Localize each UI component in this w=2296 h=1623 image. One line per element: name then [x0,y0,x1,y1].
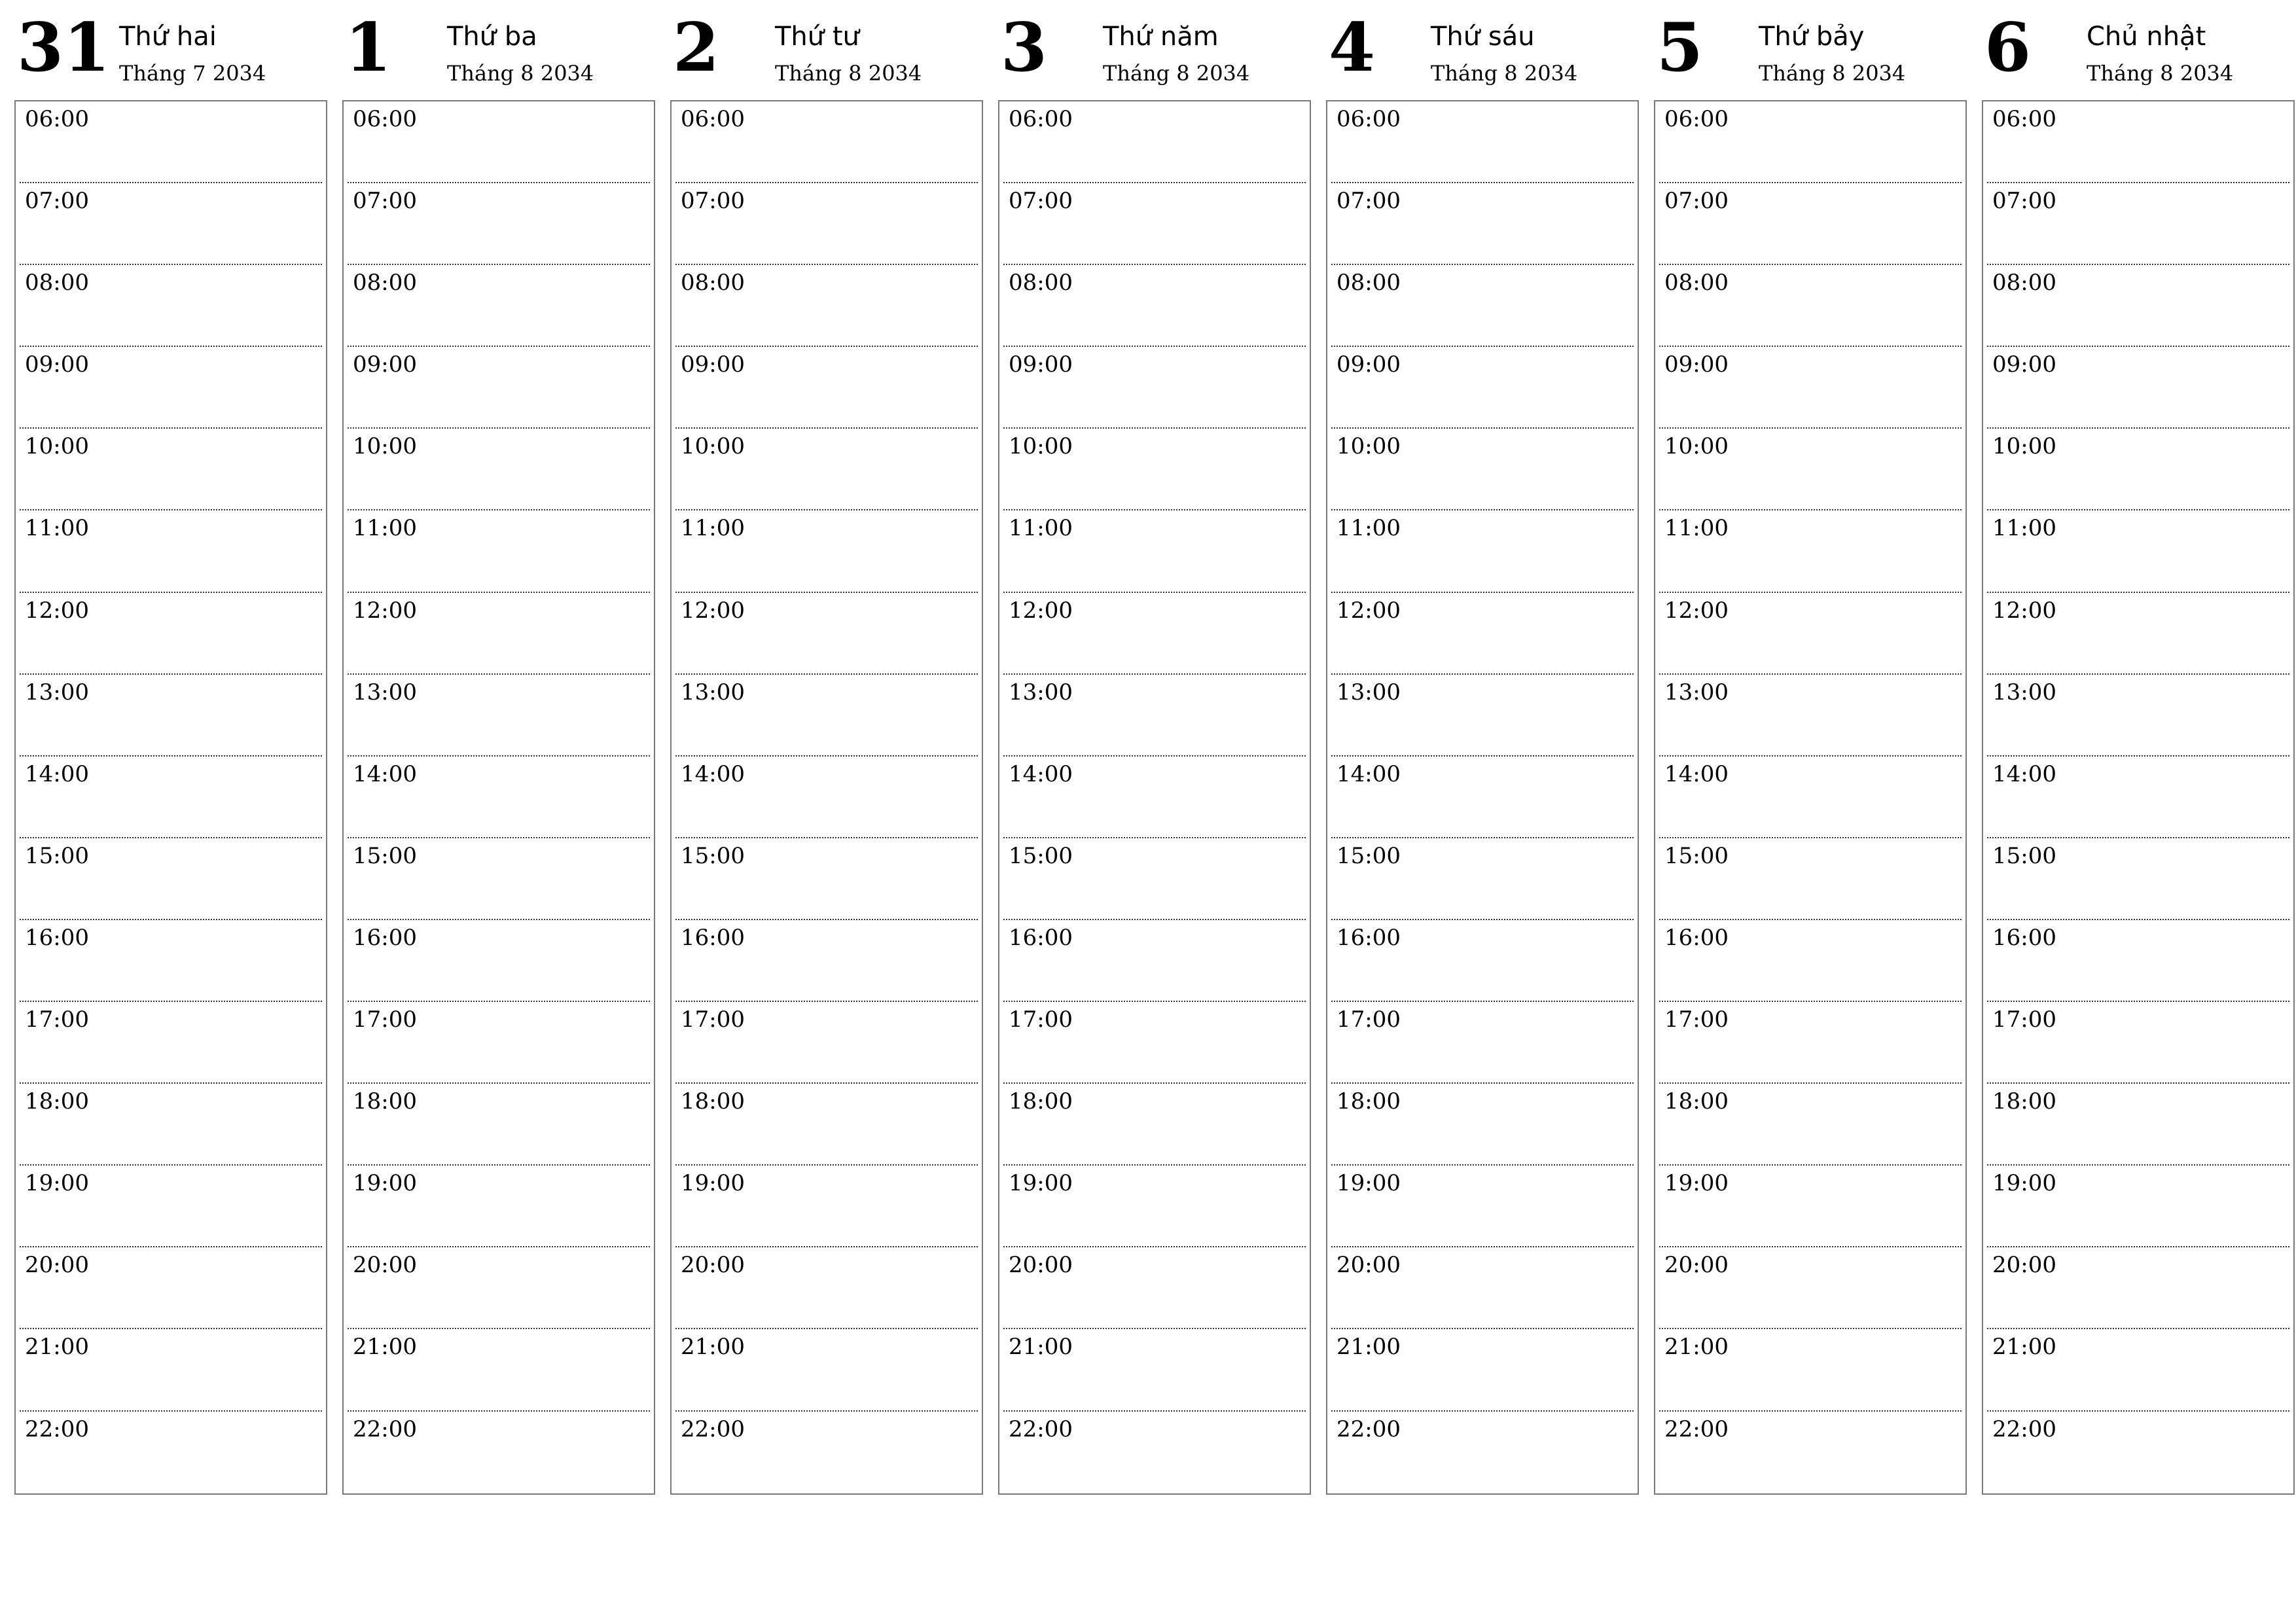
time-slot [1659,510,1962,592]
time-slot [20,1247,322,1329]
time-slot [1987,838,2289,920]
month-year: Tháng 8 2034 [1431,61,1578,86]
time-slot [1987,183,2289,265]
time-slot [1987,1412,2289,1493]
time-slot [675,429,978,510]
time-slot [1987,1002,2289,1084]
time-label: 08:00 [681,270,745,296]
time-label: 12:00 [1664,597,1729,624]
time-slot [1331,920,1634,1002]
time-label: 21:00 [25,1334,89,1361]
time-label: 15:00 [1664,842,1729,869]
weekday-name: Thứ sáu [1431,22,1535,52]
day-schedule-box [670,100,983,1495]
time-label: 16:00 [1336,924,1401,951]
time-label: 06:00 [1336,106,1401,132]
time-label: 09:00 [1992,351,2056,378]
time-slot [1659,1329,1962,1411]
time-slot [20,510,322,592]
time-slot [1987,1084,2289,1166]
time-label: 07:00 [681,188,745,215]
time-label: 09:00 [1336,351,1401,378]
time-label: 09:00 [681,351,745,378]
time-label: 12:00 [353,597,417,624]
time-label: 07:00 [1664,188,1729,215]
time-label: 17:00 [353,1007,417,1033]
time-label: 22:00 [1992,1416,2056,1442]
time-slot [1331,265,1634,347]
time-label: 08:00 [1664,270,1729,296]
day-number: 1 [345,9,391,87]
time-label: 10:00 [1992,433,2056,460]
time-label: 14:00 [1992,760,2056,787]
time-slot [675,920,978,1002]
time-slot [20,593,322,675]
day-number: 3 [1001,9,1047,87]
time-slot [20,101,322,183]
time-label: 14:00 [1336,760,1401,787]
time-slot [1987,675,2289,757]
time-label: 18:00 [1992,1088,2056,1115]
time-slot [1659,1084,1962,1166]
time-slot [1987,593,2289,675]
time-label: 11:00 [1992,515,2056,542]
time-slot [675,757,978,838]
time-slot [1003,593,1306,675]
time-label: 17:00 [681,1007,745,1033]
time-slot [1003,1329,1306,1411]
time-label: 19:00 [1336,1170,1401,1197]
time-slot [1987,347,2289,429]
time-slot [1003,757,1306,838]
time-label: 21:00 [1992,1334,2056,1361]
time-label: 18:00 [1009,1088,1073,1115]
time-slot [675,265,978,347]
time-slot [1987,920,2289,1002]
time-label: 21:00 [353,1334,417,1361]
time-label: 11:00 [681,515,745,542]
month-year: Tháng 8 2034 [775,61,922,86]
time-label: 16:00 [353,924,417,951]
time-slot [20,265,322,347]
time-label: 14:00 [25,760,89,787]
time-slot [1003,429,1306,510]
time-slot [675,1247,978,1329]
time-slot [1331,347,1634,429]
time-slot [1003,101,1306,183]
time-slot [1987,429,2289,510]
time-slot [348,757,650,838]
time-slot [675,593,978,675]
time-label: 14:00 [353,760,417,787]
time-label: 19:00 [1009,1170,1073,1197]
time-label: 15:00 [1336,842,1401,869]
time-label: 06:00 [25,106,89,132]
time-label: 18:00 [1664,1088,1729,1115]
month-year: Tháng 8 2034 [1759,61,1906,86]
time-label: 13:00 [1009,679,1073,705]
time-slot [348,1166,650,1247]
time-slot [1331,1084,1634,1166]
time-label: 14:00 [681,760,745,787]
day-header [998,0,1311,100]
time-slot [675,510,978,592]
time-label: 07:00 [353,188,417,215]
day-number: 6 [1984,9,2031,87]
time-label: 13:00 [353,679,417,705]
time-label: 12:00 [25,597,89,624]
time-label: 20:00 [1009,1252,1073,1279]
time-label: 08:00 [1992,270,2056,296]
time-label: 20:00 [1992,1252,2056,1279]
time-slot [20,429,322,510]
time-label: 08:00 [1009,270,1073,296]
time-label: 18:00 [681,1088,745,1115]
time-label: 16:00 [681,924,745,951]
time-label: 07:00 [1009,188,1073,215]
time-label: 12:00 [681,597,745,624]
month-year: Tháng 7 2034 [119,61,266,86]
time-label: 20:00 [681,1252,745,1279]
month-year: Tháng 8 2034 [447,61,594,86]
time-label: 19:00 [1992,1170,2056,1197]
time-label: 22:00 [25,1416,89,1442]
time-label: 10:00 [353,433,417,460]
day-header [1654,0,1967,100]
time-slot [348,1247,650,1329]
day-column [342,0,655,1505]
time-slot [1331,1247,1634,1329]
time-label: 22:00 [1336,1416,1401,1442]
day-header [1982,0,2295,100]
time-slot [1659,1412,1962,1493]
time-slot [1659,1002,1962,1084]
time-slot [20,183,322,265]
time-label: 13:00 [1992,679,2056,705]
time-label: 13:00 [1664,679,1729,705]
time-label: 22:00 [681,1416,745,1442]
time-slot [1003,347,1306,429]
time-slot [1331,1329,1634,1411]
time-slot [348,1329,650,1411]
time-slot [675,183,978,265]
time-slot [1659,265,1962,347]
day-number: 31 [17,9,110,87]
month-year: Tháng 8 2034 [1103,61,1250,86]
time-slot [1003,838,1306,920]
weekday-name: Thứ hai [119,22,217,52]
time-slot [348,101,650,183]
time-slot [675,1084,978,1166]
time-slot [675,675,978,757]
time-slot [1331,675,1634,757]
time-slot [1987,1329,2289,1411]
time-label: 10:00 [681,433,745,460]
time-slot [1003,510,1306,592]
day-column [998,0,1311,1505]
day-column [1654,0,1967,1505]
day-column [14,0,327,1505]
time-slot [675,101,978,183]
time-slot [675,838,978,920]
time-slot [1003,265,1306,347]
time-slot [20,838,322,920]
time-slot [1331,757,1634,838]
time-slot [1331,838,1634,920]
day-header [14,0,327,100]
time-label: 17:00 [1992,1007,2056,1033]
time-slot [1003,1247,1306,1329]
time-slot [348,838,650,920]
time-label: 17:00 [1009,1007,1073,1033]
time-label: 12:00 [1009,597,1073,624]
weekday-name: Thứ ba [447,22,537,52]
time-label: 09:00 [353,351,417,378]
time-label: 21:00 [681,1334,745,1361]
day-schedule-box [1654,100,1967,1495]
time-slot [1659,429,1962,510]
time-slot [1331,101,1634,183]
time-slot [348,265,650,347]
time-label: 06:00 [1992,106,2056,132]
time-slot [1987,510,2289,592]
time-slot [675,1002,978,1084]
time-label: 15:00 [25,842,89,869]
time-label: 08:00 [353,270,417,296]
time-slot [1331,1412,1634,1493]
time-label: 11:00 [25,515,89,542]
time-label: 13:00 [1336,679,1401,705]
time-label: 22:00 [353,1416,417,1442]
time-slot [1659,675,1962,757]
time-slot [1659,593,1962,675]
day-schedule-box [1326,100,1639,1495]
time-label: 20:00 [1664,1252,1729,1279]
time-slot [1987,265,2289,347]
time-slot [1659,1247,1962,1329]
weekday-name: Chủ nhật [2087,22,2206,52]
time-slot [20,675,322,757]
time-slot [1659,757,1962,838]
time-slot [348,183,650,265]
time-label: 17:00 [25,1007,89,1033]
time-slot [348,1002,650,1084]
time-slot [1987,757,2289,838]
time-slot [20,1412,322,1493]
time-slot [675,347,978,429]
time-label: 21:00 [1664,1334,1729,1361]
time-label: 15:00 [353,842,417,869]
time-label: 19:00 [681,1170,745,1197]
time-slot [1659,1166,1962,1247]
day-schedule-box [998,100,1311,1495]
time-slot [20,757,322,838]
time-slot [675,1329,978,1411]
time-label: 10:00 [1336,433,1401,460]
time-slot [1003,1084,1306,1166]
time-slot [1331,429,1634,510]
time-label: 11:00 [1664,515,1729,542]
time-slot [20,920,322,1002]
time-slot [20,1166,322,1247]
time-slot [348,593,650,675]
time-slot [1003,920,1306,1002]
day-column [1326,0,1639,1505]
time-slot [1659,183,1962,265]
time-slot [1659,347,1962,429]
time-label: 22:00 [1664,1416,1729,1442]
time-label: 08:00 [25,270,89,296]
time-label: 11:00 [1009,515,1073,542]
time-label: 09:00 [1009,351,1073,378]
time-label: 16:00 [1992,924,2056,951]
time-slot [1331,1166,1634,1247]
day-column [1982,0,2295,1505]
time-slot [675,1412,978,1493]
time-label: 14:00 [1664,760,1729,787]
time-label: 15:00 [1992,842,2056,869]
time-label: 13:00 [25,679,89,705]
time-slot [1659,101,1962,183]
time-label: 14:00 [1009,760,1073,787]
time-slot [1003,183,1306,265]
weekday-name: Thứ bảy [1759,22,1865,52]
time-label: 13:00 [681,679,745,705]
time-slot [348,1412,650,1493]
time-slot [1003,1002,1306,1084]
day-number: 2 [673,9,719,87]
time-label: 10:00 [1009,433,1073,460]
time-label: 18:00 [25,1088,89,1115]
time-label: 16:00 [25,924,89,951]
time-label: 06:00 [1664,106,1729,132]
time-slot [20,1002,322,1084]
time-label: 19:00 [1664,1170,1729,1197]
time-label: 08:00 [1336,270,1401,296]
weekday-name: Thứ tư [775,22,859,52]
weekly-planner [14,0,2283,1505]
time-label: 15:00 [1009,842,1073,869]
day-header [1326,0,1639,100]
time-slot [348,347,650,429]
time-slot [1331,1002,1634,1084]
time-label: 20:00 [25,1252,89,1279]
time-label: 10:00 [25,433,89,460]
time-slot [1987,101,2289,183]
time-label: 06:00 [1009,106,1073,132]
time-label: 06:00 [681,106,745,132]
time-slot [1003,1412,1306,1493]
time-label: 09:00 [1664,351,1729,378]
time-label: 18:00 [353,1088,417,1115]
time-slot [348,920,650,1002]
time-slot [20,347,322,429]
time-label: 15:00 [681,842,745,869]
time-slot [1003,675,1306,757]
time-label: 17:00 [1336,1007,1401,1033]
time-label: 20:00 [1336,1252,1401,1279]
time-label: 09:00 [25,351,89,378]
time-slot [1331,510,1634,592]
time-label: 12:00 [1992,597,2056,624]
time-label: 22:00 [1009,1416,1073,1442]
weekday-name: Thứ năm [1103,22,1219,52]
time-slot [20,1329,322,1411]
time-slot [348,429,650,510]
day-header [670,0,983,100]
time-slot [1003,1166,1306,1247]
time-label: 07:00 [1336,188,1401,215]
time-slot [1331,183,1634,265]
time-label: 07:00 [1992,188,2056,215]
time-label: 16:00 [1009,924,1073,951]
time-label: 17:00 [1664,1007,1729,1033]
time-slot [1659,838,1962,920]
time-slot [348,675,650,757]
time-slot [1987,1166,2289,1247]
time-label: 20:00 [353,1252,417,1279]
day-column [670,0,983,1505]
time-label: 21:00 [1336,1334,1401,1361]
day-number: 4 [1329,9,1375,87]
day-number: 5 [1657,9,1703,87]
time-label: 19:00 [25,1170,89,1197]
time-slot [20,1084,322,1166]
time-label: 19:00 [353,1170,417,1197]
time-label: 18:00 [1336,1088,1401,1115]
time-label: 06:00 [353,106,417,132]
time-slot [675,1166,978,1247]
time-label: 21:00 [1009,1334,1073,1361]
time-slot [1331,593,1634,675]
time-slot [348,1084,650,1166]
day-schedule-box [14,100,327,1495]
time-label: 07:00 [25,188,89,215]
time-label: 12:00 [1336,597,1401,624]
time-label: 11:00 [1336,515,1401,542]
time-slot [1659,920,1962,1002]
time-label: 11:00 [353,515,417,542]
time-label: 16:00 [1664,924,1729,951]
day-header [342,0,655,100]
day-schedule-box [342,100,655,1495]
time-slot [348,510,650,592]
month-year: Tháng 8 2034 [2087,61,2234,86]
time-label: 10:00 [1664,433,1729,460]
day-schedule-box [1982,100,2295,1495]
time-slot [1987,1247,2289,1329]
